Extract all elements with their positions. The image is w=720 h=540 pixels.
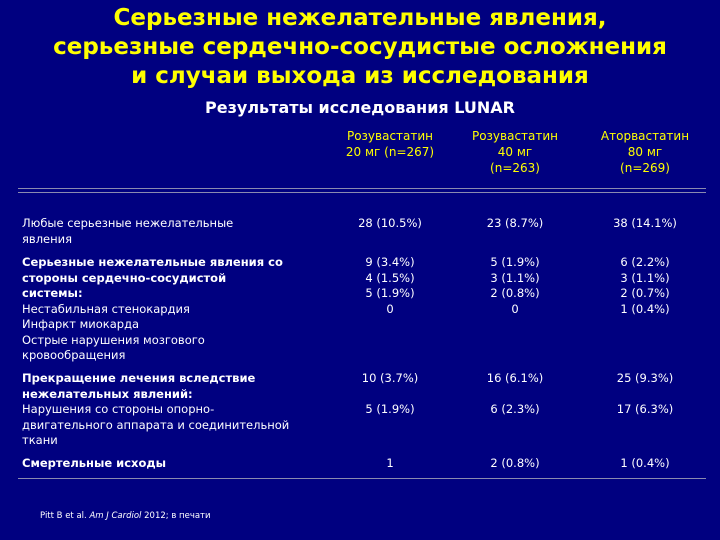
row-label-line: явления bbox=[22, 231, 73, 246]
column-header-line: Розувастатин bbox=[471, 129, 559, 143]
footnote-authors: Pitt B et al. bbox=[40, 511, 87, 521]
cell-value: 9 (3.4%) bbox=[365, 255, 415, 269]
title-line-1: Серьезные нежелательные явления, bbox=[113, 5, 607, 31]
cell-any-serious-r20: 28 (10.5%) bbox=[358, 216, 422, 230]
row-sublabel-stroke: Острые нарушения мозгового bbox=[22, 332, 205, 347]
column-header-line: (n=269) bbox=[620, 161, 670, 175]
cell-musculoskeletal-r20: 5 (1.9%) bbox=[365, 402, 415, 416]
cell-value: 6 (2.2%) bbox=[620, 255, 670, 269]
cell-any-serious-a80: 38 (14.1%) bbox=[613, 216, 677, 230]
row-sublabel-musculoskeletal-cont: ткани bbox=[22, 433, 58, 447]
header-divider-bottom bbox=[18, 192, 706, 193]
slide-title bbox=[0, 4, 720, 91]
cell-deaths-a80: 1 (0.4%) bbox=[620, 456, 670, 470]
table-bottom-divider bbox=[18, 478, 706, 479]
cell-any-serious-r40: 23 (8.7%) bbox=[486, 216, 544, 230]
row-label-any-serious-events bbox=[22, 216, 322, 247]
footnote-rest: 2012; в печати bbox=[144, 511, 211, 521]
column-header-line: Розувастатин bbox=[346, 129, 434, 143]
row-label-line: Серьезные нежелательные явления со bbox=[22, 255, 283, 269]
row-sublabel-unstable-angina: Нестабильная стенокардия bbox=[22, 301, 190, 316]
row-label-line: Смертельные исходы bbox=[22, 456, 167, 470]
row-label-line: Любые серьезные нежелательные bbox=[22, 216, 234, 230]
cell-discontinuation-r20: 10 (3.7%) bbox=[361, 371, 419, 385]
cell-discontinuation-a80: 25 (9.3%) bbox=[616, 371, 674, 385]
cell-deaths-r40: 2 (0.8%) bbox=[490, 456, 540, 470]
row-label-line: стороны сердечно-сосудистой bbox=[22, 270, 227, 285]
column-header-rosuvastatin-40 bbox=[460, 128, 570, 176]
row-label-line: системы: bbox=[22, 286, 83, 300]
footnote-journal: Am J Cardiol bbox=[89, 511, 142, 521]
cell-value: 0 bbox=[511, 301, 519, 316]
row-label-discontinuation bbox=[22, 371, 322, 449]
column-header-line: 80 мг bbox=[627, 145, 663, 159]
cell-cardiovascular-r20 bbox=[330, 255, 450, 317]
cell-value: 1 (0.4%) bbox=[620, 301, 670, 316]
cell-deaths-r20: 1 bbox=[386, 456, 394, 470]
row-sublabel-musculoskeletal-cont: двигательного аппарата и соединительной bbox=[22, 417, 290, 432]
cell-value: 2 (0.7%) bbox=[620, 286, 670, 300]
row-label-cardiovascular-events bbox=[22, 255, 322, 364]
row-sublabel-musculoskeletal: Нарушения со стороны опорно- bbox=[22, 402, 215, 416]
cell-value: 3 (1.1%) bbox=[620, 270, 670, 285]
cell-musculoskeletal-a80: 17 (6.3%) bbox=[616, 402, 674, 416]
row-label-line: нежелательных явлений: bbox=[22, 386, 193, 401]
slide-subtitle: Результаты исследования LUNAR bbox=[205, 98, 515, 117]
header-divider-top bbox=[18, 188, 706, 189]
citation-footnote bbox=[40, 511, 211, 522]
cell-musculoskeletal-r40: 6 (2.3%) bbox=[490, 402, 540, 416]
cell-cardiovascular-r40 bbox=[460, 255, 570, 317]
cell-value: 5 (1.9%) bbox=[490, 255, 540, 269]
cell-discontinuation-r40: 16 (6.1%) bbox=[486, 371, 544, 385]
column-header-line: (n=263) bbox=[490, 161, 540, 175]
row-sublabel-stroke-cont: кровообращения bbox=[22, 348, 126, 362]
column-header-line: 40 мг bbox=[497, 145, 533, 159]
row-sublabel-myocardial-infarction: Инфаркт миокарда bbox=[22, 317, 140, 331]
column-header-line: Аторвастатин bbox=[600, 129, 690, 143]
title-line-2: серьезные сердечно-сосудистые осложнения bbox=[53, 34, 667, 60]
title-line-3: и случаи выхода из исследования bbox=[131, 63, 589, 89]
column-header-atorvastatin-80 bbox=[580, 128, 710, 176]
column-header-rosuvastatin-20 bbox=[330, 128, 450, 160]
row-label-line: Прекращение лечения вследствие bbox=[22, 371, 256, 385]
cell-cardiovascular-a80 bbox=[580, 255, 710, 317]
cell-value: 4 (1.5%) bbox=[365, 270, 415, 285]
row-label-deaths bbox=[22, 456, 322, 472]
cell-value: 5 (1.9%) bbox=[365, 286, 415, 300]
cell-value: 2 (0.8%) bbox=[490, 286, 540, 300]
column-header-line: 20 мг (n=267) bbox=[345, 145, 435, 159]
cell-value: 0 bbox=[386, 301, 394, 316]
cell-value: 3 (1.1%) bbox=[490, 270, 540, 285]
